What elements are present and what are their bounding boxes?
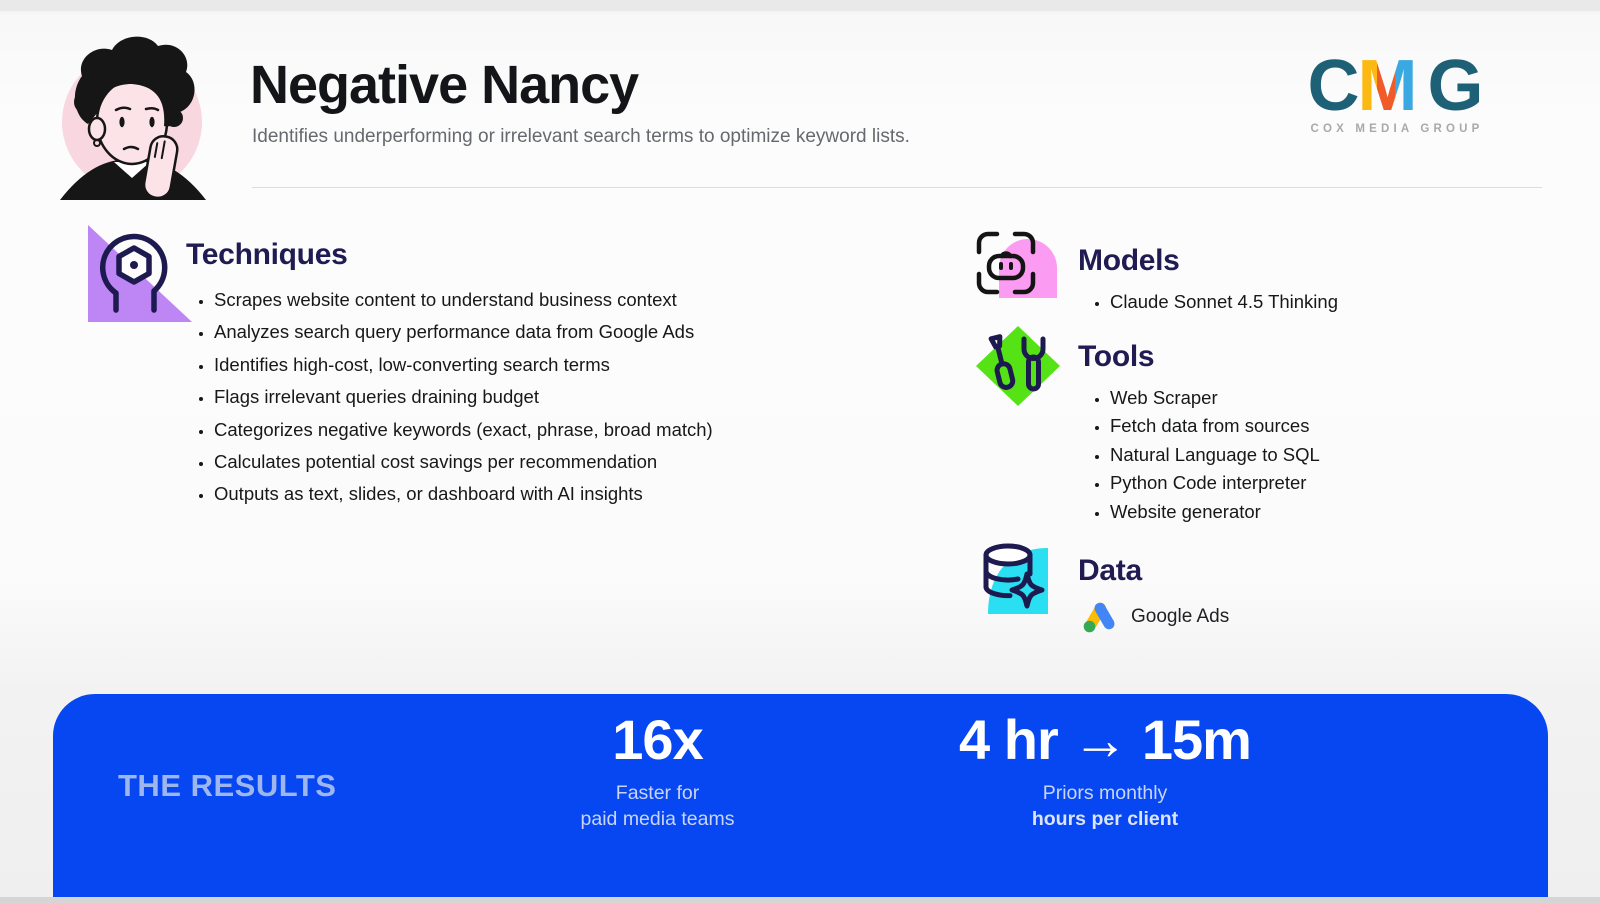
page-title: Negative Nancy bbox=[250, 55, 639, 115]
stat-speedup-caption bbox=[515, 781, 800, 832]
models-list bbox=[1084, 288, 1338, 316]
stat-time-saved bbox=[905, 710, 1305, 832]
tools-item: • Web Scraper bbox=[1110, 384, 1320, 412]
stat-time-saved-value: 4 hr → 15m bbox=[959, 708, 1251, 771]
tools-list bbox=[1084, 384, 1320, 526]
techniques-icon-wrap bbox=[88, 222, 198, 329]
stat-speedup bbox=[515, 710, 800, 832]
logo-letter-c: C bbox=[1307, 54, 1357, 116]
techniques-heading: Techniques bbox=[186, 238, 348, 271]
cmg-logo-mark bbox=[1298, 54, 1496, 116]
tools-item: • Fetch data from sources bbox=[1110, 412, 1320, 440]
tools-item: • Python Code interpreter bbox=[1110, 469, 1320, 497]
techniques-item: • Categorizes negative keywords (exact, phrase, broad match) bbox=[214, 414, 713, 446]
stat-time-saved-caption bbox=[905, 781, 1305, 832]
techniques-list bbox=[188, 284, 713, 511]
stat-caption-line: Priors monthly bbox=[1042, 782, 1168, 804]
database-sparkle-icon bbox=[980, 540, 1052, 616]
techniques-item: • Identifies high-cost, low-converting search terms bbox=[214, 349, 713, 381]
data-icon-wrap bbox=[980, 540, 1052, 621]
techniques-item: • Outputs as text, slides, or dashboard with AI insights bbox=[214, 478, 713, 510]
stat-caption-line: paid media teams bbox=[580, 807, 735, 830]
results-card bbox=[53, 694, 1548, 897]
techniques-item: • Calculates potential cost savings per recommendation bbox=[214, 446, 713, 478]
top-edge-strip bbox=[0, 0, 1600, 11]
models-heading: Models bbox=[1078, 244, 1180, 277]
tools-item: • Website generator bbox=[1110, 498, 1320, 526]
stat-caption-line-bold: hours per client bbox=[1031, 807, 1179, 830]
google-ads-icon bbox=[1082, 600, 1118, 633]
stat-speedup-value: 16x bbox=[612, 708, 703, 771]
logo-letter-m: M bbox=[1357, 54, 1415, 116]
models-icon-wrap bbox=[975, 230, 1057, 303]
robot-scan-icon bbox=[975, 230, 1057, 298]
tools-heading: Tools bbox=[1078, 340, 1155, 373]
avatar bbox=[52, 28, 214, 205]
mind-head-icon bbox=[88, 222, 198, 324]
cmg-logo bbox=[1298, 54, 1496, 135]
bottom-edge-strip bbox=[0, 897, 1600, 904]
techniques-item: • Scrapes website content to understand business context bbox=[214, 284, 713, 316]
techniques-item: • Analyzes search query performance data from Google Ads bbox=[214, 316, 713, 348]
logo-letter-g: G bbox=[1427, 54, 1481, 116]
page-subtitle: Identifies underperforming or irrelevant search terms to optimize keyword lists. bbox=[252, 126, 910, 147]
stat-caption-line: Faster for bbox=[615, 782, 700, 804]
data-source-label: Google Ads bbox=[1131, 605, 1230, 627]
tools-item: • Natural Language to SQL bbox=[1110, 441, 1320, 469]
data-heading: Data bbox=[1078, 554, 1142, 587]
header-divider bbox=[252, 187, 1542, 188]
results-label: THE RESULTS bbox=[118, 768, 337, 803]
thinking-person-illustration bbox=[52, 28, 214, 200]
wrench-screwdriver-icon bbox=[976, 326, 1060, 406]
tools-icon-wrap bbox=[976, 326, 1060, 411]
models-item: • Claude Sonnet 4.5 Thinking bbox=[1110, 288, 1338, 316]
techniques-item: • Flags irrelevant queries draining budget bbox=[214, 381, 713, 413]
logo-subtext: COX MEDIA GROUP bbox=[1310, 123, 1484, 135]
data-source-row bbox=[1082, 600, 1229, 633]
